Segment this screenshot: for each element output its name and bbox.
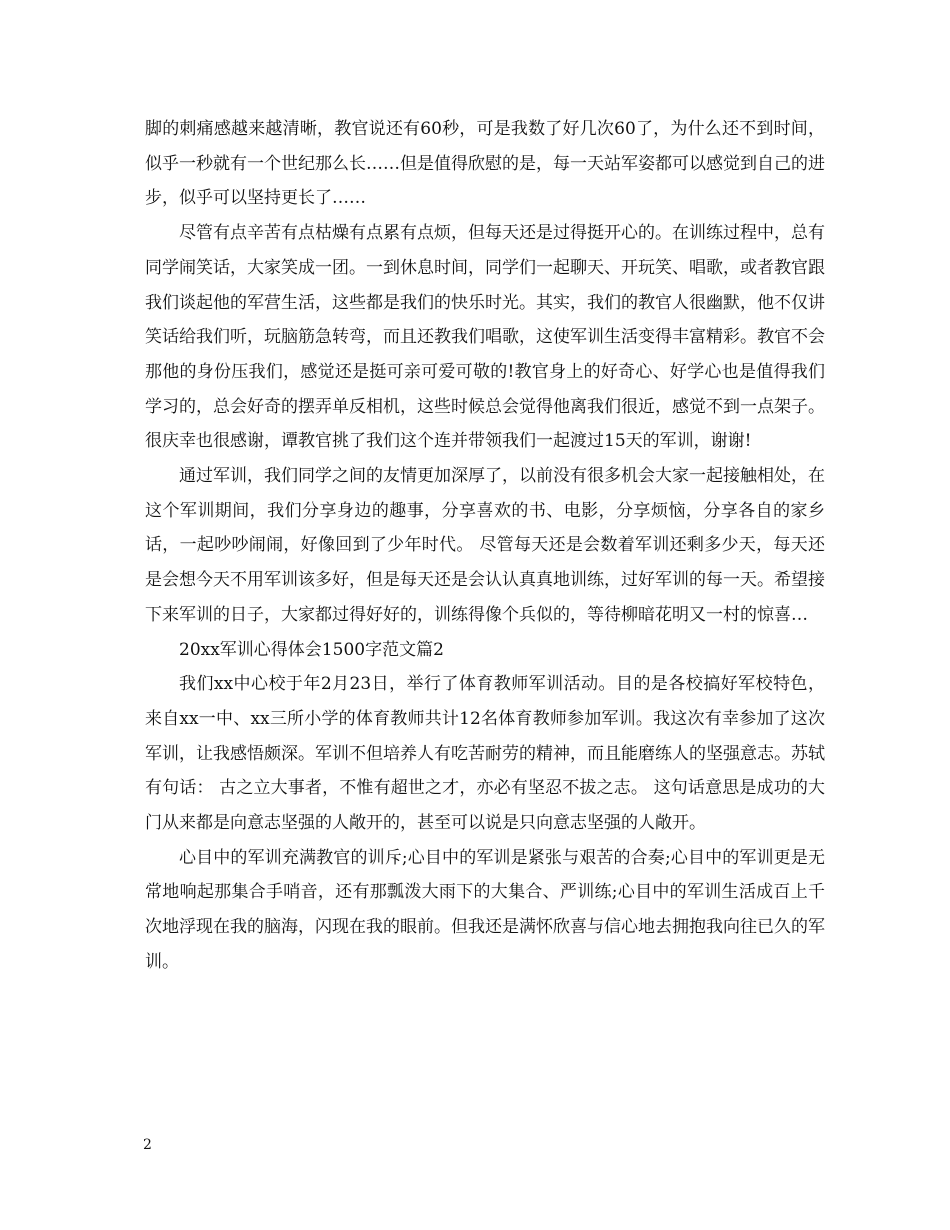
paragraph-continuation: 脚的刺痛感越来越清晰，教官说还有60秒，可是我数了好几次60了，为什么还不到时间，似乎一秒就有一个世纪那么长……但是值得欣慰的是，每一天站军姿都可以感觉到自己的进步，似乎可以坚持更长了……	[145, 119, 825, 209]
paragraph-training-life: 尽管有点辛苦有点枯燥有点累有点烦，但每天还是过得挺开心的。在训练过程中，总有同学闹笑话，大家笑成一团。一到休息时间，同学们一起聊天、开玩笑、唱歌，或者教官跟我们谈起他的军营生活，这些都是我们的快乐时光。其实，我们的教官人很幽默，他不仅讲笑话给我们听，玩脑筋急转弯，而且还教我们唱歌，这使军训生活变得丰富精彩。教官不会那他的身份压我们，感觉还是挺可亲可爱可敬的!教官身上的好奇心、好学心也是值得我们学习的，总会好奇的摆弄单反相机，这些时候总会觉得他离我们很近，感觉不到一点架子。很庆幸也很感谢，谭教官挑了我们这个连并带领我们一起渡过15天的军训，谢谢!	[145, 223, 825, 452]
essay-heading: 20xx军训心得体会1500字范文篇2	[179, 639, 444, 660]
paragraph-teacher-training: 我们xx中心校于年2月23日，举行了体育教师军训活动。目的是各校搞好军校特色，来自xx一中、xx三所小学的体育教师共计12名体育教师参加军训。我这次有幸参加了这次军训，让我感悟颇深。军训不但培养人有吃苦耐劳的精神，而且能磨练人的坚强意志。苏轼有句话： 古之立大事者，不惟有超世之才，亦必有坚忍不拔之志。 这句话意思是成功的大门从来都是向意志坚强的人敞开的，甚至可以说是只向意志坚强的人敞开。	[145, 674, 825, 834]
document-body	[145, 112, 825, 980]
page-number: 2	[143, 1137, 152, 1153]
paragraph-friendship: 通过军训，我们同学之间的友情更加深厚了，以前没有很多机会大家一起接触相处，在这个军训期间，我们分享身边的趣事，分享喜欢的书、电影，分享烦恼，分享各自的家乡话，一起吵吵闹闹，好像回到了少年时代。 尽管每天还是会数着军训还剩多少天，每天还是会想今天不用军训该多好，但是每天还是会认认真真地训练，过好军训的每一天。希望接下来军训的日子，大家都过得好好的，训练得像个兵似的，等待柳暗花明又一村的惊喜…	[145, 466, 825, 625]
paragraph-expectations: 心目中的军训充满教官的训斥;心目中的军训是紧张与艰苦的合奏;心目中的军训更是无常地响起那集合手哨音，还有那瓢泼大雨下的大集合、严训练;心目中的军训生活成百上千次地浮现在我的脑海，闪现在我的眼前。但我还是满怀欣喜与信心地去拥抱我向往已久的军训。	[145, 847, 825, 972]
